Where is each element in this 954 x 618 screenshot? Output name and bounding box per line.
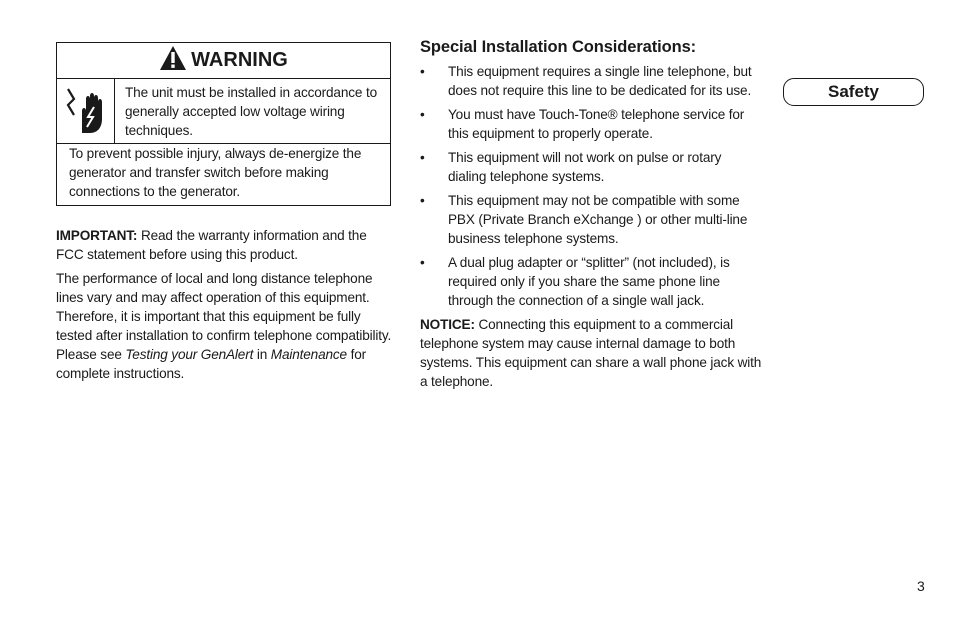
section-tab-label: Safety (827, 82, 880, 101)
performance-text-end: for complete instructions. (56, 347, 367, 381)
electrical-shock-hand-icon (64, 85, 108, 137)
warning-message-row (57, 79, 390, 144)
section-tab-safety (783, 78, 924, 106)
list-item (420, 191, 762, 248)
bullet-icon: • (420, 255, 425, 270)
important-paragraph (56, 226, 394, 264)
list-item-text: This equipment may not be compatible with some PBX (Private Branch eXchange ) or other multi-line business telephone systems. (448, 193, 748, 246)
maintenance-reference: Maintenance (270, 347, 347, 362)
bullet-icon: • (420, 193, 425, 208)
right-column (420, 38, 762, 391)
page-number: 3 (917, 578, 925, 594)
list-item-text: A dual plug adapter or “splitter” (not included), is required only if you share the same phone line through the connection of a single wall jack. (448, 255, 730, 308)
notice-paragraph (420, 315, 762, 391)
bullet-icon: • (420, 64, 425, 79)
performance-paragraph (56, 269, 394, 383)
notice-label: NOTICE: (420, 317, 475, 332)
section-heading: Special Installation Considerations: (420, 38, 697, 56)
warning-footer: To prevent possible injury, always de-energize the generator and transfer switch before making connections to the generator. (69, 146, 362, 199)
list-item (420, 253, 762, 310)
notice-text: Connecting this equipment to a commercial telephone system may cause internal damage to both systems. This equipment can share a wall phone jack with a telephone. (420, 317, 762, 389)
bullet-icon: • (420, 107, 425, 122)
list-item (420, 62, 762, 100)
important-label: IMPORTANT: (56, 228, 138, 243)
performance-text: The performance of local and long distance telephone lines vary and may affect operation of this equipment. Therefore, it is important that this equipment be fully tested after installation to confirm telephone compatibility. Please see (56, 271, 392, 362)
list-item-text: This equipment requires a single line telephone, but does not require this line to be dedicated for its use. (448, 64, 752, 98)
considerations-list (420, 62, 762, 310)
list-item-text: You must have Touch-Tone® telephone service for this equipment to properly operate. (448, 107, 745, 141)
warning-box (56, 42, 391, 206)
warning-title: WARNING (191, 49, 288, 71)
warning-header (57, 43, 390, 79)
important-text: Read the warranty information and the FCC statement before using this product. (56, 228, 367, 262)
warning-triangle-icon (159, 45, 187, 76)
warning-message: The unit must be installed in accordance to generally accepted low voltage wiring techniques. (125, 85, 377, 138)
bullet-icon: • (420, 150, 425, 165)
left-column (56, 226, 394, 388)
warning-icon-cell (57, 79, 115, 143)
list-item (420, 148, 762, 186)
list-item (420, 105, 762, 143)
testing-reference: Testing your GenAlert (125, 347, 254, 362)
performance-text-in: in (253, 347, 271, 362)
list-item-text: This equipment will not work on pulse or rotary dialing telephone systems. (448, 150, 722, 184)
